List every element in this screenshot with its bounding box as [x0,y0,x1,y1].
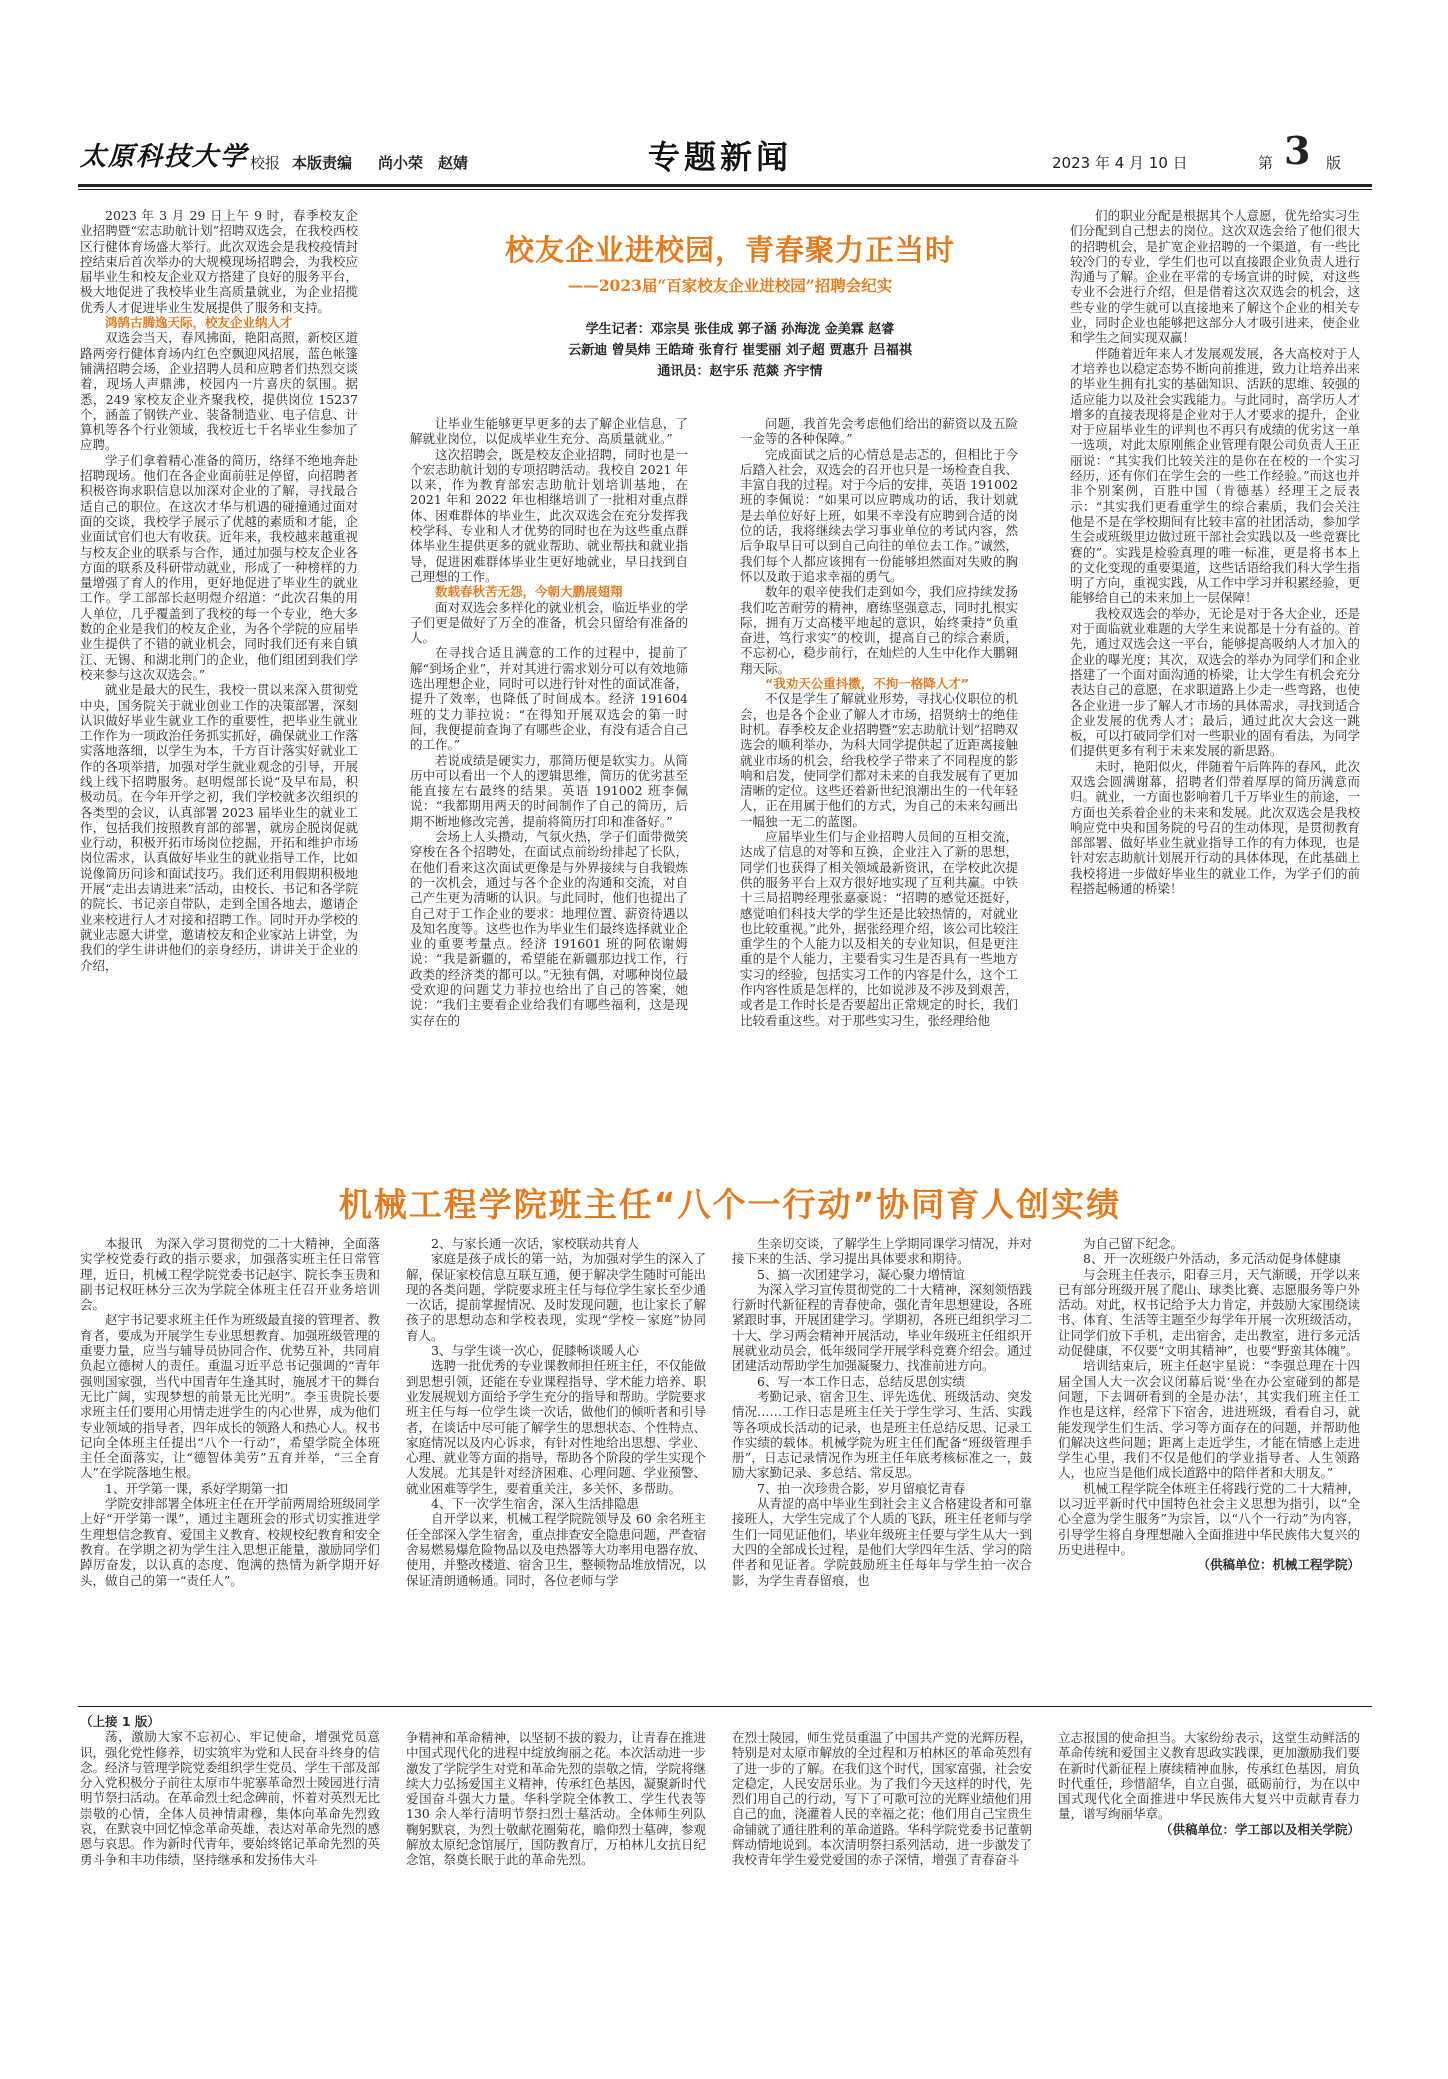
paragraph: 们的职业分配是根据其个人意愿，优先给实习生们分配到自己想去的岗位。这次双选会给了他们很大的招聘机会，是扩宽企业招聘的一个渠道，有一些比较冷门的专业，学生们也可以直接跟企业负责人进行沟通与了解。企业在平常的专场宣讲的时候，对这些专业不会进行介绍，但是借着这次双选会的机会，这些专业的学生就可以直接地来了解这个企业的相关专业，同时企业也能够把这部分人才吸引进来，使企业和学生之间实现双赢！ [1070,208,1360,346]
paragraph: 伴随着近年来人才发展观发展，各大高校对于人才培养也以稳定态势不断向前推进，致力让培养出来的毕业生拥有扎实的基础知识、活跃的思维、较强的适应能力以及社会实践能力。与此同时，高学历人才增多的直接表现将是企业对于人才要求的提升，企业对于应届毕业生的评判也不再只有成绩的优劣这一单一选项，对此太原刚熊企业管理有限公司负责人王正丽说：“其实我们比较关注的是你在在校的一个实习经历，还有你们在学生会的一些工作经验。”而这也并非个别案例，百胜中国（肯德基）经理王之辰表示：“其实我们更看重学生的综合素质，我们会关注他是不是在学校期间有比较丰富的社团活动，参加学生会或班级里边做过班干部社会实践以及一些竞赛比赛的”。实践是检验真理的唯一标准，更是将书本上的文化变现的重要渠道，这些话语给我们科大学生指明了方向，重视实践，从工作中学习并积累经验，更能够给自己的未来加上一层保障！ [1070,345,1360,606]
paragraph: 面对双选会多样化的就业机会，临近毕业的学子们更是做好了万全的准备，机会只留给有准备的人。 [410,599,688,646]
paragraph: 生亲切交谈，了解学生上学期同课学习情况，并对接下来的生活、学习提出具体要求和期待。 [732,1236,1032,1267]
paragraph: 从青涩的高中毕业生到社会主义合格建设者和可靠接班人，大学生完成了个人质的飞跃，班主任老师与学生们一同见证他们，毕业年级班主任要与学生从大一到大四的全部成长过程，是他们大学四年生活、学习的陪伴者和见证者。学院鼓励班主任每年与学生拍一次合影，为学生青春留痕，也 [732,1496,1032,1588]
article2-title: 机械工程学院班主任“八个一行动”协同育人创实绩 [338,1185,1122,1224]
subheading: 鸿鹄古腾逸天际，校友企业纳人才 [105,315,293,331]
continued-label: （上接 1 版） [80,1714,160,1729]
source-credit: （供稿单位：学工部以及相关学院） [1159,1821,1360,1837]
subheading: 数载春秋苦无怨，今朝大鹏展翅翔 [435,584,623,600]
page-suffix: 版 [1326,154,1342,172]
article1-column-1 [80,208,358,1146]
article1-subtitle: ——2023届“百家校友企业进校园”招聘会纪实 [567,276,893,295]
paragraph: 自开学以来，机械工程学院院领导及 60 余名班主任全部深入学生宿舍，重点排查安全隐患问题，严查宿舍易燃易爆危险物品以及电热器等大功率用电器存放、使用，并整改楼道、宿舍卫生，整顿物品堆放情况，以保证清朗通畅通。同时，各位老师与学 [406,1511,706,1588]
paragraph: 这次招聘会，既是校友企业招聘，同时也是一个宏志助航计划的专项招聘活动。我校自 2021 年以来，作为教育部宏志助航计划培训基地，在 2021 年和 2022 年也相继培训了一批相对重点群体、困难群体的毕业生，此次双选会在充分发挥我校学科、专业和人才优势的同时也在为这些重点群体毕业生提供更多的就业帮助、就业帮扶和就业指导，促进困难群体毕业生更好地就业，早日找到自己理想的工作。 [410,446,688,584]
paragraph: 双选会当天，春风拂面，艳阳高照，新校区道路两旁行健体育场内红色空飘迎风招展，蓝色帐篷铺满招聘会场，企业招聘人员和应聘者们热烈交谈着，现场人声鼎沸，校园内一片喜庆的氛围。据悉，249 家校友企业齐聚我校，提供岗位 15237 个，涵盖了钢铁产业、装备制造业、电子信息、计算机等各个行业领域，我校近七千名毕业生参加了应聘。 [80,330,358,453]
paragraph: 与会班主任表示，阳春三月，天气渐暖，开学以来已有部分班级开展了爬山、球类比赛、志愿服务等户外活动。对此，权书记给予大力肯定，并鼓励大家围绕读书、体育、生活等主题至少每学年开展一次班级活动，让同学们放下手机，走出宿舍，走出教室，进行多元活动促健康，不仅要“文明其精神”，也要“野蛮其体魄”。 [1058,1266,1360,1359]
paragraph: 若说成绩是硬实力，那简历便是软实力。从简历中可以看出一个人的逻辑思维，简历的优劣甚至能直接左右最终的结果。英语 191002 班李佩说：“我都期用两天的时间制作了自己的简历，后期不断地修改完善，提前将简历打印和准备好。” [410,752,688,829]
article1-title: 校友企业进校园，青春聚力正当时 [504,233,955,267]
paragraph: 机械工程学院全体班主任将践行党的二十大精神，以习近平新时代中国特色社会主义思想为指引，以“全心全意为学生服务”为宗旨，以“八个一行动”为内容，引导学生将自身理想融入全面推进中华民族伟大复兴的历史进程中。 [1058,1480,1360,1557]
article1-correspondents: 通讯员：赵宇乐 范燚 齐宇情 [657,364,823,379]
article2-column-3 [732,1236,1032,1688]
article1-column-4 [1070,208,1360,1146]
paragraph: 3、与学生谈一次心，促膝畅谈暖人心 [431,1343,639,1359]
continued-column-4 [1058,1730,1360,1944]
paragraph: 不仅是学生了解就业形势，寻找心仪职位的机会，也是各个企业了解人才市场，招贤纳士的绝佳时机。春季校友企业招聘暨“宏志助航计划”招聘双选会的顺利举办，为科大同学提供起了近距离接触就业市场的机会，给我校学子带来了不同程度的影响和启发，使同学们都对未来的自我发展有了更加清晰的定位。这些还着新世纪浪潮出生的一代年轻人，正在用属于他们的方式，为自己的未来勾画出一幅独一无二的蓝图。 [740,691,1018,829]
paragraph: 2023 年 3 月 29 日上午 9 时，春季校友企业招聘暨“宏志助航计划”招聘双选会，在我校西校区行健体育场盛大举行。此次双选会是我校疫情封控结束后首次举办的大规模现场招聘会，为我校应届毕业生和校友企业双方搭建了良好的服务平台，极大地促进了我校毕业生高质量就业，为企业招揽优秀人才促进毕业生发展提供了服务和支持。 [80,208,358,315]
paragraph: 6、写一本工作日志，总结反思创实绩 [757,1373,965,1389]
paragraph: 数年的艰辛使我们走到如今，我们应持续发扬我们吃苦耐劳的精神，磨练坚强意志，同时扎根实际，拥有万丈高楼平地起的意识，始终秉持“负重奋进，笃行求实”的校训，提高自己的综合素质，不忘初心，稳步前行，在灿烂的人生中化作大鹏翱翔天际。 [740,584,1018,676]
paragraph: 7、拍一次珍贵合影，岁月留痕忆青春 [757,1480,965,1496]
paragraph: 为自己留下纪念。 [1083,1236,1184,1251]
masthead-rule-thin [78,189,1372,190]
paragraph: 考勤记录、宿舍卫生、评先选优、班级活动、突发情况……工作日志是班主任关于学生学习、生活、实践等各项成长活动的记录，也是班主任总结反思、记录工作实绩的载体。机械学院为班主任们配备“班级管理手册”，日志记录情况作为班主任年底考核标准之一，鼓励大家勤记录、多总结、常反思。 [732,1388,1032,1481]
paragraph: 争精神和革命精神，以坚韧不拔的毅力，让青春在推进中国式现代化的进程中绽放绚丽之花。本次活动进一步激发了学院学生对党和革命先烈的崇敬之情，学院将继续大力弘扬爱国主义精神，传承红色基因，凝聚新时代爱国奋斗强大力量。华科学院全体教工、学生代表等 130 余人举行清明节祭扫烈士墓活动。全体师生列队鞠躬默哀，为烈士敬献花圈菊花，瞻仰烈士墓碑，参观解放太原纪念馆展厅，国防教育厅，万柏林儿女抗日纪念馆，祭奠长眠于此的革命先烈。 [406,1730,706,1868]
paragraph: 1、开学第一课，系好学期第一扣 [105,1480,288,1496]
paragraph: 8、开一次班级户外活动，多元活动促身体健康 [1083,1251,1341,1267]
paragraph: 应届毕业生们与企业招聘人员间的互相交流，达成了信息的对等和互换，企业注入了新的思想，同学们也获得了相关领域最新资讯，在学校此次提供的服务平台上双方很好地实现了互利共赢。中铁十三局招聘经理张嘉豪说：“招聘的感觉还挺好，感觉咱们科技大学的学生还是比较热情的，对就业也比较重视。”此外，据张经理介绍，该公司比较注重学生的个人能力以及相关的专业知识，但是更注重的是个人能力，主要看实习生是否具有一些地方实习的经验，包括实习工作的内容是什么，这个工作内容性质是怎样的，比如说涉及不涉及到艰苦，或者是工作时长是否要超出正常规定的时长，我们比较看重这些。对于那些实习生，张经理给他 [740,829,1018,1028]
paragraph: 赵宇书记要求班主任作为班级最直接的管理者、教育者，要成为开展学生专业思想教育、加强班级管理的重要力量，应当与辅导员协同合作、优势互补，共同肩负起立德树人的责任。重温习近平总书记强调的“青年强则国家强，当代中国青年生逢其时，施展才干的舞台无比广阔，实现梦想的前景无比光明”。李玉贵院长要求班主任们要用心用情走进学生的内心世界，成为他们专业领域的指导者，四年成长的领路人和热心人。权书记向全体班主任提出“八个一行动”，希望学院全体班主任全面落实，让“德智体美劳”五育并举，“三全育人”在学院落地生根。 [80,1312,380,1481]
continued-column-1 [80,1714,380,1944]
continued-column-3 [732,1730,1032,1944]
paragraph: 家庭是孩子成长的第一站，为加强对学生的深入了解，保证家校信息互联互通，便于解决学生随时可能出现的各类问题，学院要求班主任与每位学生家长至少通一次话，提前掌握情况、及时发现问题，也让家长了解孩子的思想动态和学校表现，实现“学校－家庭”协同育人。 [406,1251,706,1343]
article2-column-2 [406,1236,706,1688]
paper-label: 校报 [250,154,281,172]
article2-column-1 [80,1236,380,1688]
editor-label: 本版责编 [292,154,353,172]
paragraph: 4、下一次学生宿舍，深入生活排隐患 [431,1496,639,1512]
paragraph: 为深入学习宣传贯彻党的二十大精神，深刻领悟践行新时代新征程的青春使命，强化青年思想建设，各班紧跟时事，开展团建学习。学期初，各班已组织学习二十大、学习两会精神开展活动，毕业年级班主任组织开展就业动员会，低年级同学开展学科竞赛介绍会。通过团建活动帮助学生加强凝聚力、找准前进方向。 [732,1281,1032,1374]
paragraph: 在寻找合适且满意的工作的过程中，提前了解“到场企业”，并对其进行需求划分可以有效地筛选出理想企业，同时可以进行针对性的面试准备，提升了效率，也降低了时间成本。经济 191604 班的艾力菲拉说：“在得知开展双选会的第一时间，我便提前查询了有哪些企业，有没有适合自己的工作。” [410,645,688,753]
article1-column-3 [740,416,1018,1146]
issue-date: 2023 年 4 月 10 日 [1052,154,1188,172]
paragraph: 就业是最大的民生，我校一贯以来深入贯彻党中央，国务院关于就业创业工作的决策部署，深刻认识做好毕业生就业工作的重要性，把毕业生就业工作作为一项政治任务抓实抓好，确保就业工作落实落地落细，以学生为本，千方百计落实好就业工作的各项举措，加强对学生就业观念的引导，开展线上线下招聘服务。赵明煜部长说“及早布局，积极动员。在今年开学之初，我们学校就多次组织的各类型的会议，认真部署 2023 届毕业生的就业工作，包括我们按照教育部的部署，就房企脱岗促就业行动，积极开拓市场岗位挖掘，开拓和维护市场岗位需求，认真做好毕业生的就业指导工作，比如说像简历问诊和面试技巧。我们还利用假期积极地开展“走出去请进来”活动，由校长、书记和各学院的院长、书记亲自带队，走到全国各地去，邀请企业来校进行人才对接和招聘工作。同时开办学校的就业志愿大讲堂，邀请校友和企业家站上讲堂，为我们的学生讲讲他们的亲身经历，讲讲关于企业的介绍， [80,682,358,973]
continued-column-2 [406,1730,706,1944]
subheading: “我劝天公重抖擞，不拘一格降人才” [765,676,969,692]
paragraph: 问题，我首先会考虑他们给出的薪资以及五险一金等的各种保障。” [740,416,1018,447]
paragraph: 培训结束后，班主任赵宇星说：“李强总理在十四届全国人大一次会议闭幕后说‘坐在办公室碰到的都是问题，下去调研看到的全是办法’，其实我们班主任工作也是这样，经常下下宿舍，进进班级，看看自习，就能发现学生们生活、学习等方面存在的问题，并帮助他们解决这些问题；距离上走近学生，才能在情感上走进学生心里，我们不仅是他们的学业指导者、人生领路人，也应当是他们成长道路中的陪伴者和大朋友。” [1058,1358,1360,1481]
paragraph: 让毕业生能够更早更多的去了解企业信息，了解就业岗位，以促成毕业生充分、高质量就业。” [410,416,688,447]
paragraph: 完成面试之后的心情总是忐忑的，但相比于今后踏入社会，双选会的召开也只是一场检查自我、丰富自我的过程。对于今后的安排，英语 191002 班的李佩说：“如果可以应聘成功的话，我计划就是去单位好好上班，如果不幸没有应聘到合适的岗位的话，我将继续去学习事业单位的考试内容，然后争取早日可以到自己向往的单位去工作。”诚然，我们每个人都应该拥有一份能够坦然面对失败的胸怀以及敢于追求幸福的勇气。 [740,446,1018,584]
paragraph: 荡，激励大家不忘初心、牢记使命，增强党员意识，强化党性修养，切实筑牢为党和人民奋斗终身的信念。经济与管理学院党委组织学生党员、学生干部及部分入党积极分子前往太原市牛驼寨革命烈士陵园进行清明节祭扫活动。在革命烈士纪念碑前，怀着对英烈无比崇敬的心情，全体人员神情肃穆，集体向革命先烈致哀，在默哀中回忆悼念革命英雄，表达对革命先烈的感恩与哀思。作为新时代青年，要始终铭记革命先烈的英勇斗争和丰功伟绩，坚持继承和发扬伟大斗 [80,1729,380,1867]
newspaper-logo: 太原科技大学 [80,142,249,172]
page-number: 3 [1284,128,1311,173]
section-title: 专题新闻 [648,138,793,176]
paragraph: 2、与家长通一次话，家校联动共育人 [431,1236,639,1251]
paragraph: 5、搞一次团建学习，凝心聚力增情谊 [757,1266,965,1282]
source-credit: （供稿单位：机械工程学院） [1197,1557,1360,1573]
page-prefix: 第 [1258,154,1274,172]
editor-names: 尚小荣 赵婧 [378,154,469,172]
article1-reporters: 学生记者：邓宗昊 张佳成 郭子涵 孙海泷 金美霖 赵睿 [585,322,895,337]
article2-column-4 [1058,1236,1360,1696]
paragraph: 在烈士陵园，师生党员重温了中国共产党的光辉历程，特别是对太原市解放的全过程和万柏林区的革命英烈有了进一步的了解。在我们这个时代，国家富强，社会安定稳定，人民安居乐业。为了我们今天这样的时代，先烈们用自己的行动，写下了可歌可泣的光辉业绩他们用自己的血，浇灌着人民的幸福之花；他们用自己宝贵生命铺就了通往胜利的革命道路。华科学院党委书记董朝辉动情地说到。本次清明祭扫系列活动，进一步激发了我校青年学生爱党爱国的赤子深情，增强了青春奋斗 [732,1730,1032,1868]
paragraph: 我校双选会的举办，无论是对于各大企业，还是对于面临就业难题的大学生来说都是十分有益的。首先，通过双选会这一平台，能够提高吸纳人才加入的企业的曝光度；其次，双选会的举办为同学们和企业搭建了一个面对面沟通的桥梁，让大学生有机会充分表达自己的意愿，在求职道路上少走一些弯路，也使各企业进一步了解人才市场的具体需求，寻找到适合企业发展的优秀人才；最后，通过此次大会这一跳板，可以打破同学们对一些职业的固有看法，为同学们提供更多有利于未来发展的新思路。 [1070,605,1360,759]
paragraph: 学院安排部署全体班主任在开学前两周给班级同学上好“开学第一课”，通过主题班会的形式切实推进学生理想信念教育、爱国主义教育、校规校纪教育和安全教育。在学期之初为学生注入思想正能量，激励同学们踔厉奋发，以认真的态度、饱满的热情为新学期开好头，做自己的第一“责任人”。 [80,1496,380,1588]
paragraph: 本报讯 为深入学习贯彻党的二十大精神，全面落实学校党委行政的指示要求，加强落实班主任日常管理，近日，机械工程学院党委书记赵宇、院长李玉贵和副书记权旺林分三次为学院全体班主任召开业务培训会。 [80,1236,380,1313]
paragraph: 会场上人头攒动，气氛火热，学子们面带微笑穿梭在各个招聘处，在面试点前纷纷排起了长队，在他们看来这次面试更像是与外界接续与自我锻炼的一次机会，通过与各个企业的沟通和交流，对自己产生更为清晰的认识。与此同时，他们也提出了自己对于工作企业的要求：地理位置、薪资待遇以及知名度等。这些也作为毕业生们最终选择就业企业的重要考量点。经济 191601 班的阿依谢姆说：“我是新疆的，希望能在新疆那边找工作，行政类的经济类的都可以。”无独有偶，对哪种岗位最受欢迎的问题艾力菲拉也给出了自己的答案，她说：“我们主要看企业给我们有哪些福利，这是现实存在的 [410,829,688,1028]
paragraph: 学子们拿着精心准备的简历，络绎不绝地奔赴招聘现场。他们在各企业面前驻足停留，向招聘者积极咨询求职信息以加深对企业的了解，寻找最合适自己的职位。在这次才华与机遇的碰撞通过面对面的交谈，我校学子展示了优越的素质和才能，企业面试官们也大有收获。近年来，我校越来越重视与校友企业的联系与合作，通过加强与校友企业各方面的联系及科研带动就业，形成了一种榜样的力量增强了育人的作用，更好地促进了毕业生的就业工作。学工部部长赵明煜介绍道：“此次召集的用人单位，几乎覆盖到了我校的每一个专业，绝大多数的企业是我们的校友企业，为各个学院的应届毕业生提供了不错的就业机会，同时我们还有来自镇江、无锡、和湖北荆门的企业，他们组团到我们学校来参与这次双选会。” [80,452,358,682]
paragraph: 未时，艳阳似火，伴随着午后阵阵的春风，此次双选会圆满谢幕，招聘者们带着厚厚的简历满意而归。就业，一方面也影响着几千万毕业生的前途，一方面也关系着企业的未来和发展。此次双选会是我校响应党中央和国务院的号召的生动体现，是贯彻教育部部署、做好毕业生就业指导工作的有力体现，也是针对宏志助航计划展开行动的具体体现，在此基础上我校将进一步做好毕业生的就业工作，为学子们的前程搭起畅通的桥梁！ [1070,758,1360,897]
paragraph: 选聘一批优秀的专业课教师担任班主任，不仅能做到思想引领，还能在专业课程指导、学术能力培养、职业发展规划方面给予学生充分的指导和帮助。学院要求班主任与每一位学生谈一次话，做他们的倾听者和引导者，在谈话中尽可能了解学生的思想状态、个性特点、家庭情况以及内心诉求，有针对性地给出思想、学业、心理、就业等方面的指导，帮助各个阶段的学生实现个人发展。尤其是针对经济困难、心理问题、学业预警、就业困难等学生，要着重关注，多关怀、多帮助。 [406,1358,706,1496]
article1-reporters-2: 云新迪 曾昊炜 王皓琦 张育行 崔雯丽 刘子超 贾惠升 吕福祺 [568,343,912,358]
masthead-rule [78,184,1372,187]
article1-column-2 [410,416,688,1146]
paragraph: 立志报国的使命担当。大家纷纷表示，这堂生动鲜活的革命传统和爱国主义教育思政实践课，更加激励我们要在新时代新征程上赓续精神血脉，传承红色基因，肩负时代重任，珍惜韶华，自立自强，砥砺前行，为在以中国式现代化全面推进中华民族伟大复兴中贡献青春力量，谱写绚丽华章。 [1058,1730,1360,1822]
section-divider [78,1706,1372,1707]
